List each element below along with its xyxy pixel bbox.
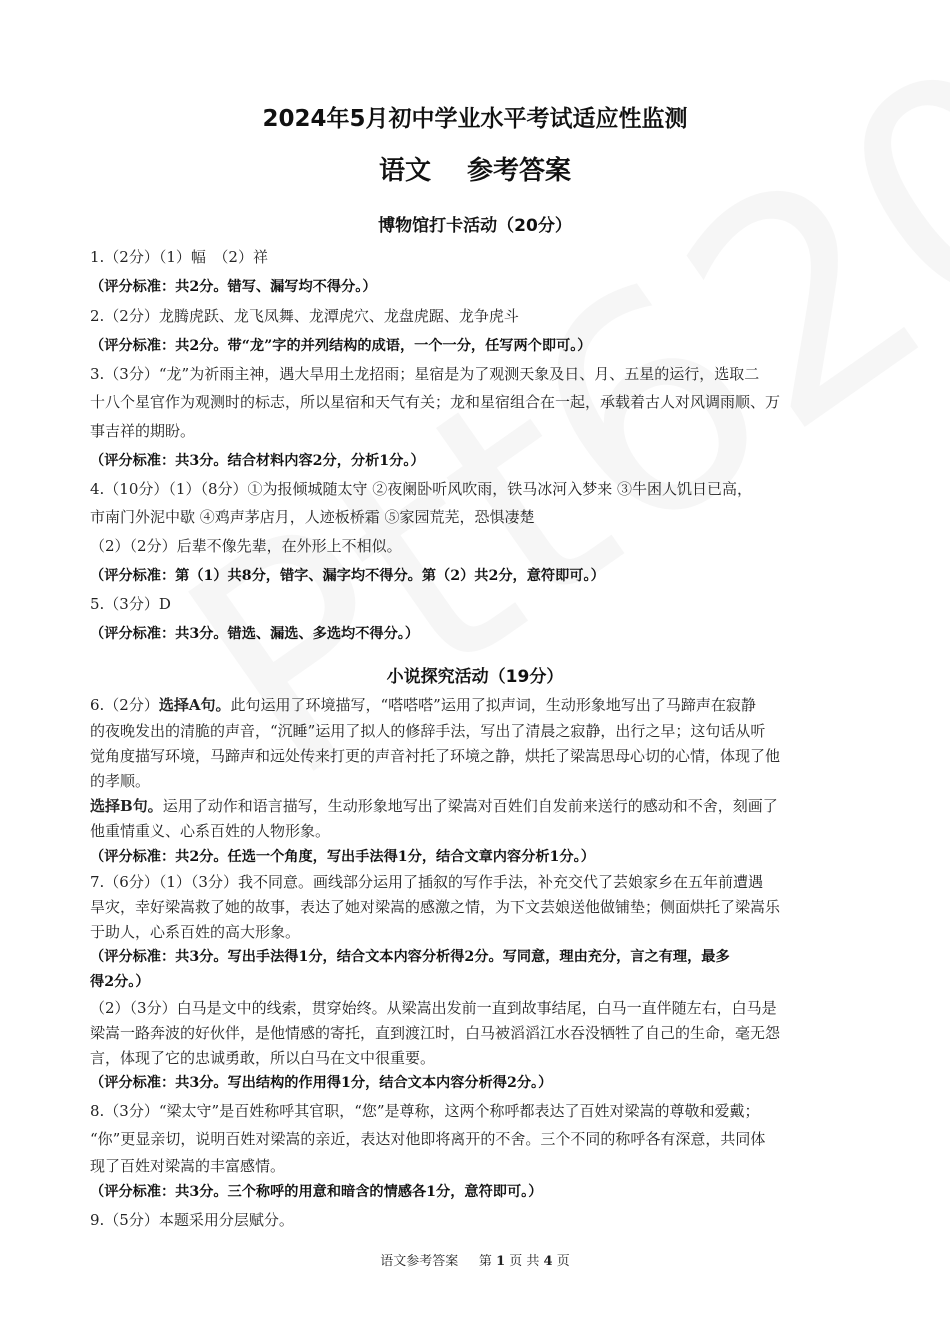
answer-line: 他重情重义、心系百姓的人物形象。 xyxy=(90,822,331,840)
section-title-museum: 博物馆打卡活动（20分） xyxy=(378,216,572,236)
footer-label: 语文参考答案 xyxy=(380,1254,459,1269)
answer-line: 市南门外泥中歇 ④鸡声茅店月，人迹板桥霜 ⑤家园荒芜，恐惧凄楚 xyxy=(90,508,535,526)
answer-line: 梁嵩一路奔波的好伙伴，是他情感的寄托，直到渡江时，白马被滔滔江水吞没牺牲了自己的生命，毫无怨 xyxy=(90,1024,781,1042)
answer-line: 的夜晚发出的清脆的声音，“沉睡”运用了拟人的修辞手法，写出了清晨之寂静，出行之早；这句话从听 xyxy=(90,722,766,740)
scoring-standard: （评分标准：共3分。写出结构的作用得1分，结合文本内容分析得2分。） xyxy=(90,1075,553,1091)
footer-page-suffix: 页 xyxy=(556,1254,570,1269)
scoring-standard: 得2分。） xyxy=(90,974,150,990)
scoring-standard: （评分标准：第（1）共8分，错字、漏字均不得分。第（2）共2分，意符即可。） xyxy=(90,568,605,584)
scoring-standard: （评分标准：共2分。带“龙”字的并列结构的成语，一个一分，任写两个即可。） xyxy=(90,338,592,354)
answer-line: 现了百姓对梁嵩的丰富感情。 xyxy=(90,1157,286,1175)
scoring-standard: （评分标准：共3分。写出手法得1分，结合文本内容分析得2分。写同意，理由充分，言之有理，最多 xyxy=(90,949,730,965)
answer-line: 4.（10分）（1）（8分）①为报倾城随太守 ②夜阑卧听风吹雨，铁马冰河入梦来 ③牛困人饥日已高， xyxy=(90,480,753,498)
answer-line xyxy=(90,695,870,715)
answer-line: 于助人，心系百姓的高大形象。 xyxy=(90,923,301,941)
answer-line: 8.（3分）“梁太守”是百姓称呼其官职，“您”是尊称，这两个称呼都表达了百姓对梁嵩的尊敬和爱戴； xyxy=(90,1102,760,1120)
answer-line xyxy=(90,796,870,816)
answer-line: 7.（6分）（1）（3分）我不同意。画线部分运用了插叙的写作手法，补充交代了芸娘家乡在五年前遭遇 xyxy=(90,873,763,891)
scoring-standard: （评分标准：共3分。错选、漏选、多选均不得分。） xyxy=(90,626,420,642)
answer-line: 1.（2分）（1）幅 （2）祥 xyxy=(90,248,268,266)
answer-line: （2）（3分）白马是文中的线索，贯穿始终。从梁嵩出发前一直到故事结尾，白马一直伴随左右，白马是 xyxy=(90,999,777,1017)
answer-text: 此句运用了环境描写，“嗒嗒嗒”运用了拟声词，生动形象地写出了马蹄声在寂静 xyxy=(230,696,756,714)
answer-line: 觉角度描写环境，马蹄声和远处传来打更的声音衬托了环境之静，烘托了梁嵩思母心切的心情，体现了他 xyxy=(90,747,781,765)
option-a-label: 选择A句。 xyxy=(158,696,231,714)
answer-line: 言，体现了它的忠诚勇敢，所以白马在文中很重要。 xyxy=(90,1049,436,1067)
answer-line: 3.（3分）“龙”为祈雨主神，遇大旱用土龙招雨；星宿是为了观测天象及日、月、五星的运行，选取二 xyxy=(90,365,760,383)
answer-line: 2.（2分）龙腾虎跃、龙飞凤舞、龙潭虎穴、龙盘虎踞、龙争虎斗 xyxy=(90,307,519,325)
answer-line: 事吉祥的期盼。 xyxy=(90,422,196,440)
section-title-novel: 小说探究活动（19分） xyxy=(386,667,564,687)
page-number: 1 xyxy=(496,1254,506,1269)
answer-line: 的孝顺。 xyxy=(90,772,151,790)
answer-line: 9.（5分）本题采用分层赋分。 xyxy=(90,1211,294,1229)
subject-label: 语文 xyxy=(378,156,431,186)
scoring-standard: （评分标准：共2分。任选一个角度，写出手法得1分，结合文章内容分析1分。） xyxy=(90,849,595,865)
question-number: 6.（2分） xyxy=(90,696,159,714)
answer-line: 5.（3分）D xyxy=(90,595,171,613)
answer-line: 旱灾，幸好梁嵩救了她的故事，表达了她对梁嵩的感激之情，为下文芸娘送他做铺垫；侧面烘托了梁嵩乐 xyxy=(90,898,781,916)
option-b-label: 选择B句。 xyxy=(90,797,163,815)
answer-line: 十八个星官作为观测时的标志，所以星宿和天气有关；龙和星宿组合在一起，承载着古人对风调雨顺、万 xyxy=(90,393,781,411)
answer-label: 参考答案 xyxy=(467,156,572,186)
footer-page-mid: 页 共 xyxy=(509,1254,540,1269)
footer-page-prefix: 第 xyxy=(478,1254,492,1269)
scoring-standard: （评分标准：共3分。三个称呼的用意和暗含的情感各1分，意符即可。） xyxy=(90,1184,543,1200)
document-title: 2024年5月初中学业水平考试适应性监测 xyxy=(262,106,688,132)
page-total: 4 xyxy=(543,1254,553,1269)
page-footer xyxy=(0,1250,950,1269)
scoring-standard: （评分标准：共3分。结合材料内容2分，分析1分。） xyxy=(90,453,425,469)
answer-line: “你”更显亲切，说明百姓对梁嵩的亲近，表达对他即将离开的不舍。三个不同的称呼各有深意，共同体 xyxy=(90,1130,766,1148)
scoring-standard: （评分标准：共2分。错写、漏写均不得分。） xyxy=(90,279,377,295)
answer-text: 运用了动作和语言描写，生动形象地写出了梁嵩对百姓们自发前来送行的感动和不舍，刻画了 xyxy=(162,797,778,815)
document-subtitle xyxy=(0,150,950,187)
answer-line: （2）（2分）后辈不像先辈，在外形上不相似。 xyxy=(90,537,402,555)
